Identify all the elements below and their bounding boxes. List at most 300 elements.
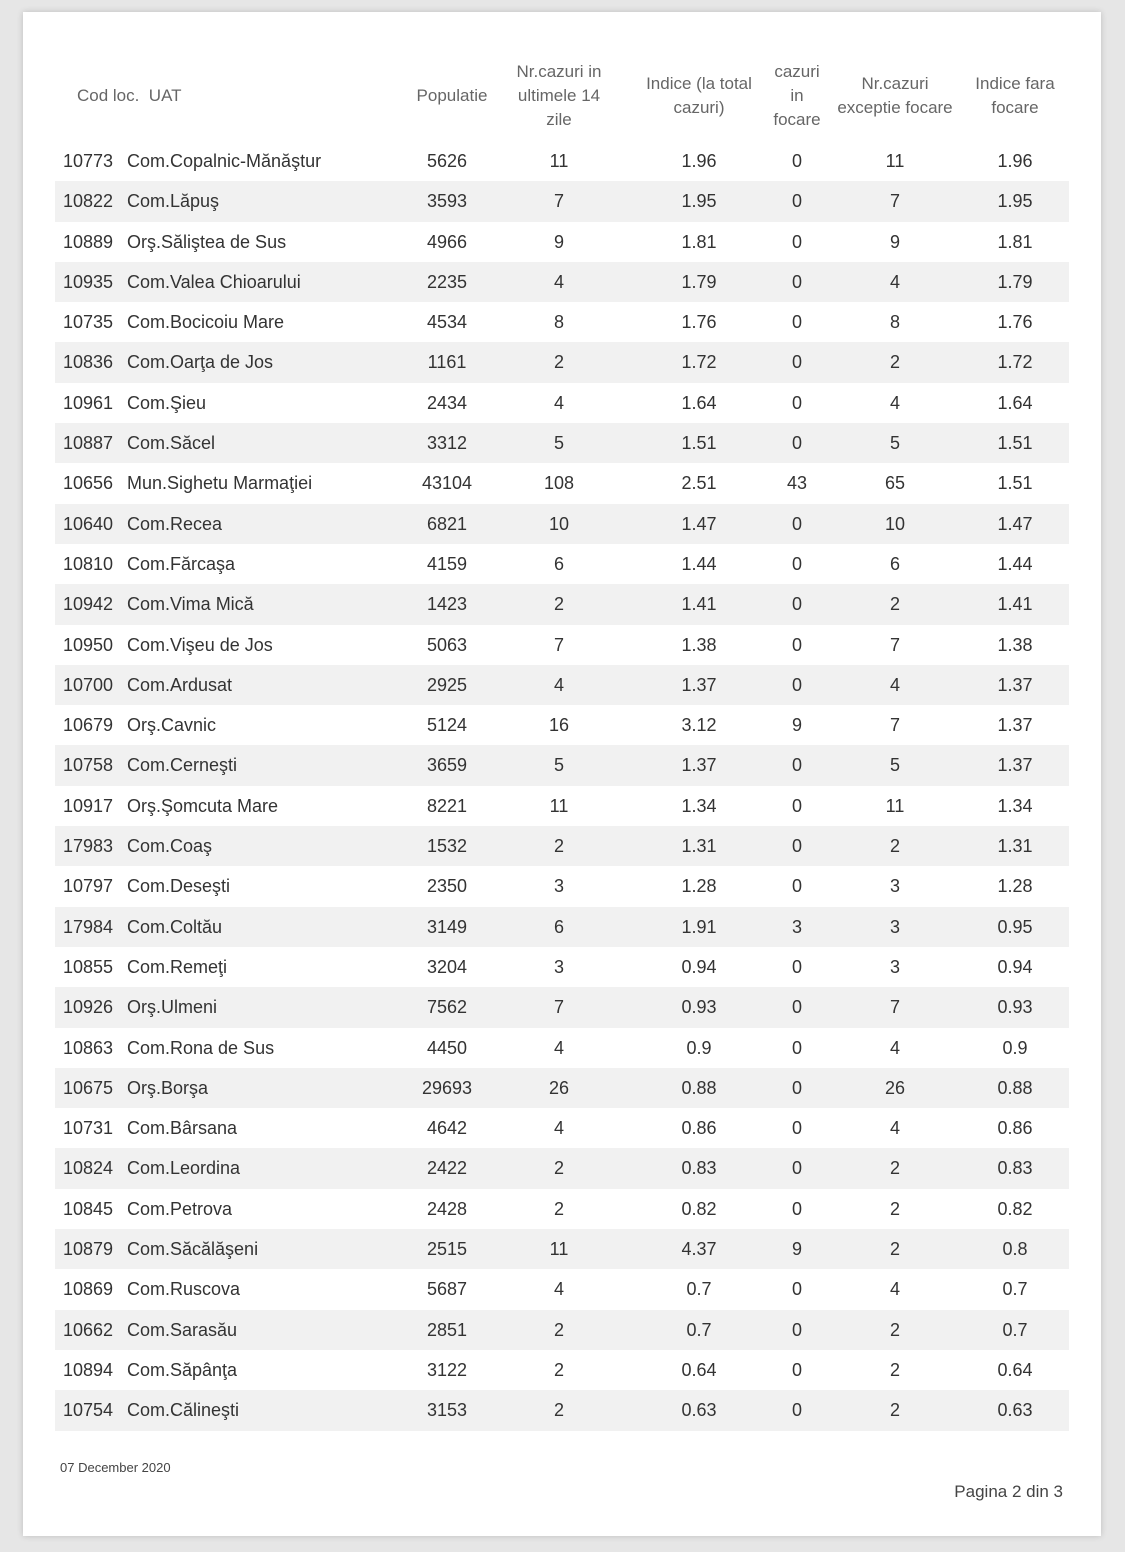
cell-uat: Com.Călineşti: [127, 1400, 240, 1421]
cell-nr-cazuri: 7: [553, 634, 564, 655]
cell-nr-cazuri: 4: [553, 1037, 564, 1058]
cell-indice: 1.47: [681, 513, 717, 534]
header-indice: [635, 52, 763, 140]
cell-populatie: 3122: [426, 1359, 468, 1380]
header-nr-cazuri-line3: zile: [546, 110, 572, 129]
cell-indice: 1.51: [681, 433, 717, 454]
table-row: [55, 141, 1069, 181]
cell-exceptie: 2: [889, 1198, 900, 1219]
table-row: [55, 1148, 1069, 1188]
cell-fara-focare: 1.79: [997, 271, 1033, 292]
cell-exceptie: 7: [889, 634, 900, 655]
cell-uat: Com.Remeţi: [127, 956, 228, 977]
cell-cod: 10758: [63, 755, 114, 776]
header-nr-cazuri: [507, 52, 611, 140]
cell-fara-focare: 1.76: [997, 312, 1033, 333]
cell-fara-focare: 0.9: [1002, 1037, 1028, 1058]
cell-focare: 0: [791, 674, 802, 695]
cell-focare: 0: [791, 392, 802, 413]
cell-cod: 10926: [63, 997, 114, 1018]
cell-fara-focare: 1.44: [997, 553, 1033, 574]
table-row: [55, 625, 1069, 665]
table-row: [55, 302, 1069, 342]
cell-exceptie: 3: [889, 916, 900, 937]
cell-exceptie: 5: [889, 755, 900, 776]
table-row: [55, 544, 1069, 584]
cell-populatie: 5626: [426, 151, 468, 171]
cell-populatie: 5687: [426, 1279, 468, 1300]
cell-fara-focare: 1.81: [997, 231, 1033, 252]
cell-exceptie: 7: [889, 191, 900, 212]
cell-focare: 0: [791, 836, 802, 857]
cell-focare: 0: [791, 1198, 802, 1219]
cell-cod: 10640: [63, 513, 114, 534]
table-row: [55, 423, 1069, 463]
table-row: [55, 1390, 1069, 1430]
cell-exceptie: 8: [889, 312, 900, 333]
table-row: [55, 947, 1069, 987]
cell-fara-focare: 1.31: [997, 836, 1033, 857]
header-focare-line2: in: [790, 86, 804, 105]
cell-nr-cazuri: 10: [548, 513, 570, 534]
cell-focare: 0: [791, 594, 802, 615]
cell-focare: 0: [791, 1400, 802, 1421]
cell-focare: 0: [791, 1319, 802, 1340]
cell-populatie: 8221: [426, 795, 468, 816]
cell-focare: 0: [791, 997, 802, 1018]
cell-fara-focare: 0.7: [1002, 1319, 1028, 1340]
header-focare-line3: focare: [773, 110, 821, 129]
cell-nr-cazuri: 2: [553, 1400, 564, 1421]
cell-fara-focare: 1.95: [997, 191, 1033, 212]
cell-exceptie: 3: [889, 956, 900, 977]
cell-nr-cazuri: 4: [553, 1279, 564, 1300]
cell-populatie: 3659: [426, 755, 468, 776]
cell-focare: 0: [791, 795, 802, 816]
cell-nr-cazuri: 9: [553, 231, 564, 252]
cell-nr-cazuri: 3: [553, 956, 564, 977]
cell-cod: 10879: [63, 1239, 114, 1260]
table-header: [55, 52, 1069, 140]
table-row: [55, 1310, 1069, 1350]
cell-nr-cazuri: 16: [548, 715, 570, 736]
cell-uat: Com.Vişeu de Jos: [127, 634, 273, 655]
cell-populatie: 5124: [426, 715, 468, 736]
cell-indice: 1.64: [681, 392, 717, 413]
cell-cod: 10894: [63, 1359, 114, 1380]
cell-cod: 10863: [63, 1037, 114, 1058]
cell-exceptie: 2: [889, 352, 900, 373]
cell-exceptie: 4: [889, 1279, 900, 1300]
cell-indice: 0.82: [681, 1198, 717, 1219]
table-row: [55, 1189, 1069, 1229]
cell-exceptie: 4: [889, 1118, 900, 1139]
header-cod-uat-label: Cod loc. UAT: [77, 86, 182, 105]
cell-fara-focare: 1.37: [997, 674, 1033, 695]
cell-uat: Com.Săcălăşeni: [127, 1239, 259, 1260]
cell-nr-cazuri: 2: [553, 1198, 564, 1219]
cell-exceptie: 5: [889, 433, 900, 454]
table-row: [55, 786, 1069, 826]
cell-populatie: 1423: [426, 594, 468, 615]
cell-focare: 0: [791, 191, 802, 212]
cell-uat: Com.Rona de Sus: [127, 1037, 275, 1058]
cell-exceptie: 7: [889, 715, 900, 736]
cell-cod: 10889: [63, 231, 114, 252]
cell-nr-cazuri: 4: [553, 392, 564, 413]
cell-fara-focare: 0.8: [1002, 1239, 1028, 1260]
cell-uat: Com.Lăpuş: [127, 191, 220, 212]
cell-uat: Com.Ruscova: [127, 1279, 241, 1300]
cell-populatie: 4159: [426, 553, 468, 574]
cell-uat: Com.Bocicoiu Mare: [127, 312, 285, 333]
cell-indice: 4.37: [681, 1239, 717, 1260]
header-exceptie-line1: Nr.cazuri: [861, 74, 929, 93]
cell-populatie: 4534: [426, 312, 468, 333]
cell-populatie: 2515: [426, 1239, 468, 1260]
cell-fara-focare: 0.63: [997, 1400, 1033, 1421]
cell-populatie: 2434: [426, 392, 468, 413]
cell-indice: 0.63: [681, 1400, 717, 1421]
cell-nr-cazuri: 2: [553, 1319, 564, 1340]
cell-cod: 10942: [63, 594, 114, 615]
cell-focare: 0: [791, 352, 802, 373]
cell-populatie: 2422: [426, 1158, 468, 1179]
cell-cod: 10810: [63, 553, 114, 574]
cell-nr-cazuri: 6: [553, 553, 564, 574]
cell-cod: 10731: [63, 1118, 114, 1139]
cell-cod: 10656: [63, 473, 114, 494]
cell-nr-cazuri: 8: [553, 312, 564, 333]
cell-indice: 1.28: [681, 876, 717, 897]
header-indice-line1: Indice (la total: [646, 74, 752, 93]
cell-indice: 0.83: [681, 1158, 717, 1179]
cell-nr-cazuri: 108: [543, 473, 575, 494]
cell-populatie: 5063: [426, 634, 468, 655]
cell-indice: 1.79: [681, 271, 717, 292]
cell-cod: 10961: [63, 392, 114, 413]
cell-cod: 10935: [63, 271, 114, 292]
cell-cod: 10869: [63, 1279, 114, 1300]
cell-indice: 0.64: [681, 1359, 717, 1380]
cell-focare: 0: [791, 634, 802, 655]
table-row: [55, 181, 1069, 221]
cell-fara-focare: 0.64: [997, 1359, 1033, 1380]
cell-nr-cazuri: 2: [553, 594, 564, 615]
cell-populatie: 3312: [426, 433, 468, 454]
cell-uat: Com.Coaş: [127, 836, 213, 857]
cell-indice: 1.91: [681, 916, 717, 937]
cell-fara-focare: 1.72: [997, 352, 1033, 373]
cell-populatie: 2350: [426, 876, 468, 897]
header-nr-cazuri-line1: Nr.cazuri in: [516, 62, 602, 81]
header-focare: [767, 52, 827, 140]
cell-uat: Com.Valea Chioarului: [127, 271, 301, 292]
header-populatie: [407, 52, 497, 140]
cell-cod: 10824: [63, 1158, 114, 1179]
header-fara-line2: focare: [991, 98, 1039, 117]
cell-exceptie: 6: [889, 553, 900, 574]
cell-focare: 3: [791, 916, 802, 937]
cell-nr-cazuri: 7: [553, 997, 564, 1018]
cell-nr-cazuri: 4: [553, 271, 564, 292]
cell-exceptie: 2: [889, 594, 900, 615]
report-date: 07 December 2020: [60, 1460, 171, 1475]
cell-populatie: 7562: [426, 997, 468, 1018]
table-row: [55, 222, 1069, 262]
cell-focare: 0: [791, 231, 802, 252]
cell-fara-focare: 1.51: [997, 433, 1033, 454]
cell-indice: 0.93: [681, 997, 717, 1018]
cell-cod: 10797: [63, 876, 114, 897]
cell-uat: Orş.Şomcuta Mare: [127, 795, 279, 816]
cell-cod: 10855: [63, 956, 114, 977]
cell-exceptie: 7: [889, 997, 900, 1018]
cell-populatie: 2235: [426, 271, 468, 292]
cell-populatie: 4642: [426, 1118, 468, 1139]
cell-indice: 1.96: [681, 151, 717, 171]
table-row: [55, 504, 1069, 544]
cell-fara-focare: 1.37: [997, 755, 1033, 776]
cell-focare: 9: [791, 1239, 802, 1260]
cell-uat: Com.Deseşti: [127, 876, 231, 897]
cell-focare: 43: [786, 473, 808, 494]
cell-populatie: 2851: [426, 1319, 468, 1340]
cell-exceptie: 2: [889, 1359, 900, 1380]
cell-fara-focare: 1.96: [997, 151, 1033, 171]
cell-focare: 0: [791, 271, 802, 292]
cell-fara-focare: 0.86: [997, 1118, 1033, 1139]
cell-exceptie: 2: [889, 1158, 900, 1179]
cell-populatie: 3153: [426, 1400, 468, 1421]
cell-exceptie: 26: [884, 1077, 906, 1098]
cell-cod: 10735: [63, 312, 114, 333]
cell-fara-focare: 0.88: [997, 1077, 1033, 1098]
cell-populatie: 29693: [421, 1077, 473, 1098]
header-nr-cazuri-line2: ultimele 14: [517, 86, 601, 105]
cell-cod: 10662: [63, 1319, 114, 1340]
cell-focare: 0: [791, 1279, 802, 1300]
cell-cod: 10950: [63, 634, 114, 655]
cell-uat: Mun.Sighetu Marmaţiei: [127, 473, 313, 494]
cell-fara-focare: 0.94: [997, 956, 1033, 977]
cell-nr-cazuri: 4: [553, 1118, 564, 1139]
table-row: [55, 1068, 1069, 1108]
cell-fara-focare: 0.93: [997, 997, 1033, 1018]
cell-cod: 10675: [63, 1077, 114, 1098]
cell-indice: 1.95: [681, 191, 717, 212]
cell-indice: 1.37: [681, 755, 717, 776]
cell-uat: Com.Săcel: [127, 433, 216, 454]
cell-fara-focare: 1.38: [997, 634, 1033, 655]
cell-cod: 10845: [63, 1198, 114, 1219]
data-table: [55, 141, 1069, 1431]
header-fara-line1: Indice fara: [975, 74, 1055, 93]
cell-fara-focare: 1.51: [997, 473, 1033, 494]
header-cod-uat: [63, 52, 227, 140]
header-indice-line2: cazuri): [673, 98, 725, 117]
cell-exceptie: 4: [889, 392, 900, 413]
cell-populatie: 2428: [426, 1198, 468, 1219]
cell-focare: 0: [791, 1077, 802, 1098]
cell-fara-focare: 1.47: [997, 513, 1033, 534]
cell-cod: 10836: [63, 352, 114, 373]
cell-nr-cazuri: 11: [549, 151, 569, 171]
header-exceptie-line2: exceptie focare: [837, 98, 953, 117]
cell-fara-focare: 0.83: [997, 1158, 1033, 1179]
cell-nr-cazuri: 5: [553, 433, 564, 454]
cell-exceptie: 2: [889, 1319, 900, 1340]
cell-populatie: 3593: [426, 191, 468, 212]
cell-cod: 17983: [63, 836, 114, 857]
cell-uat: Com.Petrova: [127, 1198, 233, 1219]
header-focare-line1: cazuri: [774, 62, 820, 81]
cell-exceptie: 11: [885, 795, 905, 816]
cell-uat: Com.Şieu: [127, 392, 207, 413]
cell-uat: Com.Sarasău: [127, 1319, 238, 1340]
cell-uat: Orş.Cavnic: [127, 715, 217, 736]
cell-indice: 0.9: [686, 1037, 712, 1058]
cell-uat: Com.Săpânţa: [127, 1359, 238, 1380]
page-number: Pagina 2 din 3: [954, 1482, 1063, 1501]
cell-indice: 1.31: [681, 836, 717, 857]
cell-nr-cazuri: 2: [553, 1359, 564, 1380]
table-row: [55, 705, 1069, 745]
cell-focare: 0: [791, 1359, 802, 1380]
cell-fara-focare: 0.95: [997, 916, 1033, 937]
cell-focare: 0: [791, 553, 802, 574]
cell-indice: 1.41: [681, 594, 717, 615]
cell-focare: 0: [791, 1118, 802, 1139]
cell-fara-focare: 1.37: [997, 715, 1033, 736]
cell-fara-focare: 0.7: [1002, 1279, 1028, 1300]
cell-uat: Com.Ardusat: [127, 674, 233, 695]
cell-uat: Orş.Ulmeni: [127, 997, 218, 1018]
cell-cod: 10679: [63, 715, 114, 736]
cell-fara-focare: 1.28: [997, 876, 1033, 897]
cell-indice: 1.38: [681, 634, 717, 655]
cell-focare: 0: [791, 151, 802, 171]
cell-populatie: 1161: [427, 352, 467, 373]
table-row: [55, 907, 1069, 947]
cell-exceptie: 4: [889, 1037, 900, 1058]
table-row: [55, 383, 1069, 423]
cell-uat: Com.Leordina: [127, 1158, 241, 1179]
cell-cod: 10917: [63, 795, 114, 816]
cell-indice: 1.72: [681, 352, 717, 373]
cell-cod: 10773: [63, 151, 114, 171]
cell-uat: Com.Oarţa de Jos: [127, 352, 274, 373]
cell-indice: 0.7: [686, 1279, 712, 1300]
cell-uat: Orş.Săliştea de Sus: [127, 231, 287, 252]
cell-fara-focare: 1.34: [997, 795, 1033, 816]
cell-nr-cazuri: 4: [553, 674, 564, 695]
cell-focare: 0: [791, 755, 802, 776]
cell-exceptie: 4: [889, 271, 900, 292]
cell-indice: 0.88: [681, 1077, 717, 1098]
cell-nr-cazuri: 3: [553, 876, 564, 897]
table-row: [55, 1028, 1069, 1068]
cell-focare: 0: [791, 433, 802, 454]
table-row: [55, 584, 1069, 624]
header-populatie-label: Populatie: [416, 86, 488, 105]
table-row: [55, 262, 1069, 302]
table-row: [55, 1350, 1069, 1390]
cell-nr-cazuri: 11: [549, 1239, 569, 1260]
cell-populatie: 3149: [426, 916, 468, 937]
cell-nr-cazuri: 2: [553, 352, 564, 373]
table-row: [55, 987, 1069, 1027]
cell-nr-cazuri: 11: [549, 795, 569, 816]
cell-exceptie: 2: [889, 1239, 900, 1260]
cell-uat: Com.Recea: [127, 513, 223, 534]
cell-indice: 1.37: [681, 674, 717, 695]
cell-focare: 0: [791, 1037, 802, 1058]
cell-cod: 10887: [63, 433, 114, 454]
cell-nr-cazuri: 2: [553, 1158, 564, 1179]
cell-fara-focare: 1.41: [997, 594, 1033, 615]
cell-nr-cazuri: 5: [553, 755, 564, 776]
cell-indice: 1.76: [681, 312, 717, 333]
cell-exceptie: 3: [889, 876, 900, 897]
cell-focare: 0: [791, 956, 802, 977]
table-row: [55, 866, 1069, 906]
cell-populatie: 1532: [426, 836, 468, 857]
cell-cod: 10822: [63, 191, 114, 212]
cell-fara-focare: 1.64: [997, 392, 1033, 413]
table-row: [55, 342, 1069, 382]
cell-uat: Com.Bârsana: [127, 1118, 238, 1139]
table-row: [55, 665, 1069, 705]
cell-nr-cazuri: 6: [553, 916, 564, 937]
cell-cod: 10700: [63, 674, 114, 695]
cell-indice: 0.94: [681, 956, 717, 977]
cell-exceptie: 11: [885, 151, 905, 171]
cell-exceptie: 4: [889, 674, 900, 695]
cell-indice: 2.51: [681, 473, 717, 494]
cell-uat: Com.Fărcaşa: [127, 553, 236, 574]
cell-nr-cazuri: 26: [548, 1077, 570, 1098]
cell-uat: Com.Vima Mică: [127, 594, 254, 615]
cell-populatie: 4450: [426, 1037, 468, 1058]
cell-exceptie: 9: [889, 231, 900, 252]
table-row: [55, 745, 1069, 785]
cell-nr-cazuri: 7: [553, 191, 564, 212]
cell-populatie: 4966: [426, 231, 468, 252]
cell-indice: 0.7: [686, 1319, 712, 1340]
cell-indice: 0.86: [681, 1118, 717, 1139]
cell-indice: 1.81: [681, 231, 717, 252]
cell-fara-focare: 0.82: [997, 1198, 1033, 1219]
cell-uat: Com.Copalnic-Mănăştur: [127, 151, 322, 171]
cell-cod: 17984: [63, 916, 114, 937]
document-page: [23, 12, 1101, 1536]
cell-exceptie: 2: [889, 836, 900, 857]
table-row: [55, 463, 1069, 503]
cell-populatie: 6821: [426, 513, 468, 534]
cell-nr-cazuri: 2: [553, 836, 564, 857]
cell-populatie: 3204: [426, 956, 468, 977]
cell-exceptie: 65: [884, 473, 906, 494]
cell-focare: 0: [791, 1158, 802, 1179]
cell-indice: 1.34: [681, 795, 717, 816]
cell-uat: Orş.Borşa: [127, 1077, 209, 1098]
cell-cod: 10754: [63, 1400, 114, 1421]
table-row: [55, 1229, 1069, 1269]
cell-uat: Com.Coltău: [127, 916, 223, 937]
cell-exceptie: 2: [889, 1400, 900, 1421]
cell-uat: Com.Cerneşti: [127, 755, 238, 776]
